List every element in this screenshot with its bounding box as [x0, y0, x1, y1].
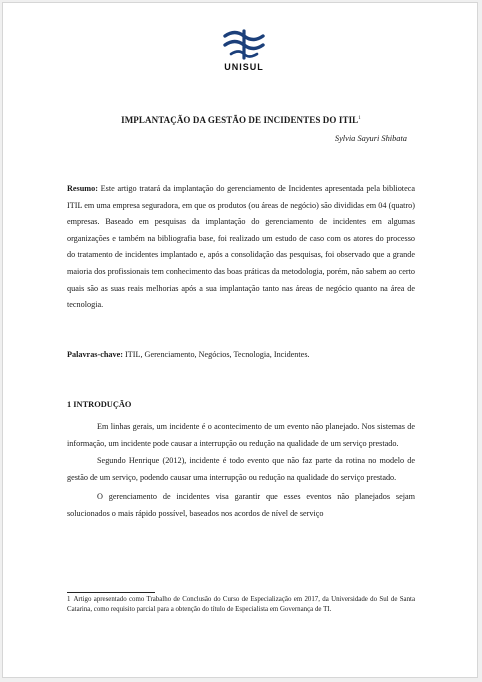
footnote	[67, 595, 415, 616]
keywords-label: Palavras-chave:	[67, 350, 123, 359]
paragraph: Em linhas gerais, um incidente é o acontecimento de um evento não planejado. Nos sistemas de informação, um incidente pode causar a interrupção ou redução na qualidade de um serviço prestado.	[67, 422, 415, 448]
paper-title-text: IMPLANTAÇÃO DA GESTÃO DE INCIDENTES DO ITIL	[121, 115, 359, 125]
document-page	[2, 2, 478, 678]
university-logo	[217, 27, 271, 73]
abstract-text: Este artigo tratará da implantação do gerenciamento de Incidentes apresentada pela biblioteca ITIL em uma empresa seguradora, em que os produtos (ou áreas de negócio) são divididas em 04 (quatro) empresas. Baseado em pesquisas da implantação do gerenciamento de incidentes em algumas organizações e também na bibliografia base, foi realizado um estudo de caso com os atores do processo do tratamento de incidentes implantado e, após a consolidação das pesquisas, foi observado que a grande maioria dos profissionais tem conhecimento das boas práticas da metodologia, porém, não sabem ao certo quais são as suas reais melhorias após a sua implantação tanto nas áreas de negócio quanto na área de tecnologia.	[67, 184, 415, 310]
abstract-label: Resumo:	[67, 184, 98, 193]
keywords	[67, 348, 415, 362]
footnote-number: 1	[67, 596, 71, 603]
section-body	[67, 419, 415, 524]
section-heading: 1 INTRODUÇÃO	[67, 400, 132, 409]
paper-title	[3, 115, 479, 125]
paragraph: O gerenciamento de incidentes visa garantir que esses eventos não planejados sejam solucionados o mais rápido possível, baseados nos acordos de nível de serviço	[67, 492, 415, 518]
footnote-text: Artigo apresentado como Trabalho de Conclusão do Curso de Especialização em 2017, da Universidade do Sul de Santa Catarina, como requisito parcial para a obtenção do título de Especialista em Governança de TI.	[67, 596, 415, 614]
abstract	[67, 181, 415, 314]
title-footnote-mark: 1	[358, 116, 361, 121]
author-name: Sylvia Sayuri Shibata	[334, 134, 407, 143]
unisul-emblem-icon	[217, 27, 271, 63]
footnote-separator	[67, 592, 155, 593]
keywords-text: ITIL, Gerenciamento, Negócios, Tecnologia, Incidentes.	[122, 350, 310, 359]
logo-wordmark: UNISUL	[224, 62, 264, 72]
paragraph: Segundo Henrique (2012), incidente é todo evento que não faz parte da rotina no modelo de gestão de um serviço, podendo causar uma interrupção ou redução na qualidade do serviço prestado.	[67, 456, 415, 482]
